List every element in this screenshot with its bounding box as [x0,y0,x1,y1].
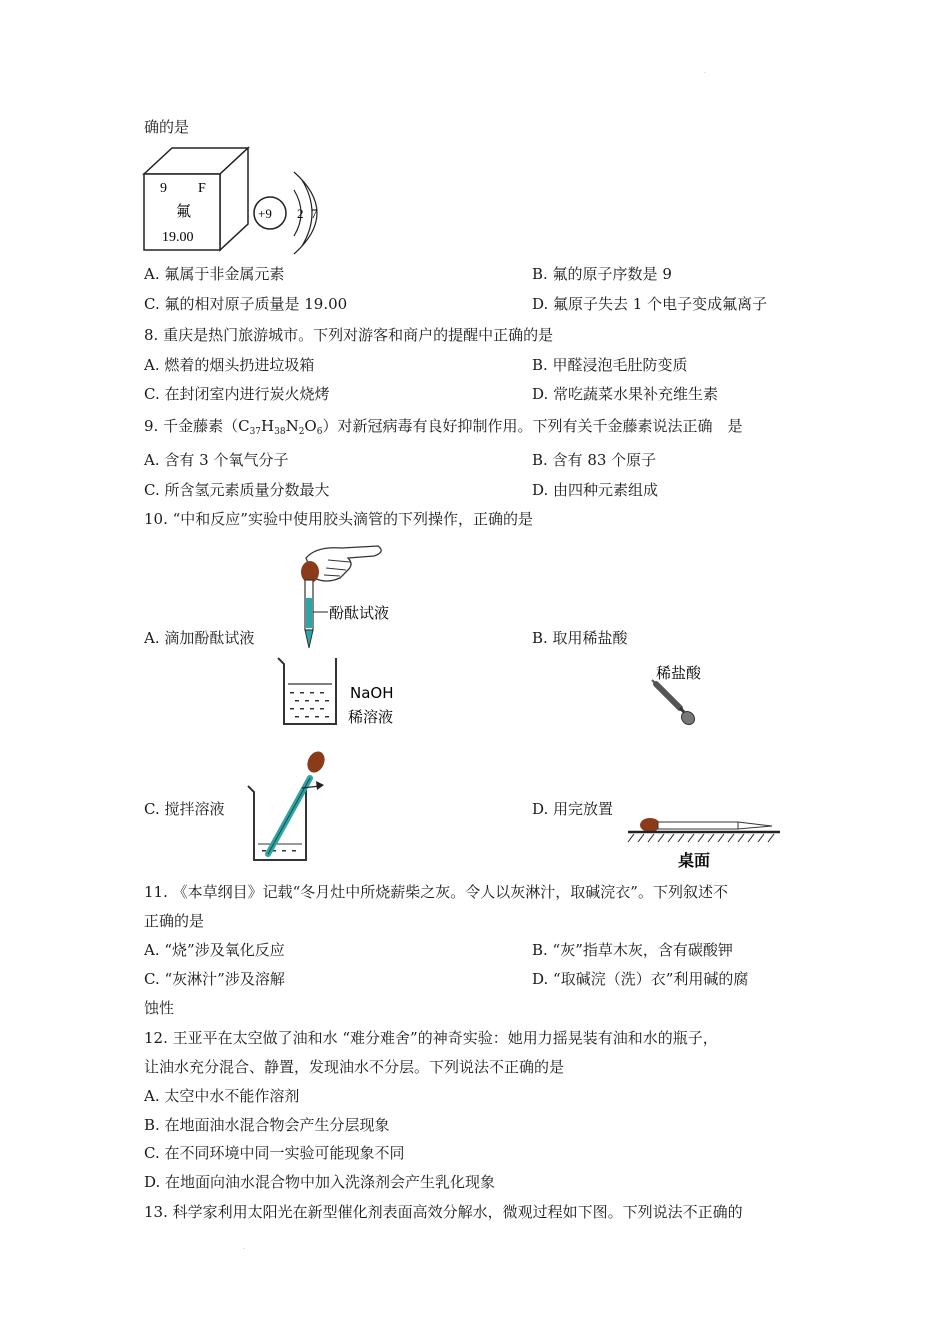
label-dilute-solution: 稀溶液 [348,708,394,726]
dropper-bulb-d [640,818,660,832]
nucleus-charge: +9 [258,206,272,221]
q9-option-b: B. 含有 83 个原子 [532,451,657,469]
q11-option-a: A. “烧”涉及氧化反应 [144,941,285,959]
q11-stem-line2: 正确的是 [144,912,205,930]
dropper-tube-d [658,822,738,829]
dropper-tube-b [656,684,680,708]
q8-stem: 8. 重庆是热门旅游城市。下列对游客和商户的提醒中正确的是 [144,326,554,344]
q9-option-a: A. 含有 3 个氧气分子 [144,451,289,469]
element-number: 9 [160,181,167,196]
q12-option-b: B. 在地面油水混合物会产生分层现象 [144,1116,390,1134]
element-symbol: F [198,181,206,196]
q12-option-a: A. 太空中水不能作溶剂 [144,1087,300,1105]
page-mark-bottom: . [243,1244,245,1251]
fluorine-element-card-figure [144,146,334,252]
q11-option-b: B. “灰”指草木灰，含有碳酸钾 [532,941,733,959]
dropper-bulb-c [304,749,328,776]
figure-d-on-table [626,812,786,872]
label-table: 桌面 [678,851,711,870]
q11-option-d: D. “取碱浣（洗）衣”利用碱的腐 [532,970,749,988]
q11-option-d-continued: 蚀性 [144,999,175,1017]
shell1-count: 2 [297,206,304,221]
q10-option-b: B. 取用稀盐酸 [532,629,628,647]
figure-a-dropping [270,542,410,730]
label-naoh: NaOH [350,684,394,702]
label-phenolphthalein: 酚酞试液 [329,604,390,622]
figure-b-taking-acid [640,660,730,732]
q7-option-b: B. 氟的原子序数是 9 [532,265,672,283]
q13-stem: 13. 科学家利用太阳光在新型催化剂表面高效分解水，微观过程如下图。下列说法不正确的 [144,1203,743,1221]
q7-option-c: C. 氟的相对原子质量是 19.00 [144,295,348,313]
q12-stem-line1: 12. 王亚平在太空做了油和水 “难分难舍”的神奇实验：她用力摇晃装有油和水的瓶子， [144,1029,718,1047]
q10-option-c: C. 搅拌溶液 [144,800,225,818]
q8-option-b: B. 甲醛浸泡毛肚防变质 [532,356,688,374]
shell2-count: 7 [311,206,318,221]
q12-option-d: D. 在地面向油水混合物中加入洗涤剂会产生乳化现象 [144,1173,496,1191]
q12-stem-line2: 让油水充分混合、静置，发现油水不分层。下列说法不正确的是 [144,1058,565,1076]
q9-option-c: C. 所含氢元素质量分数最大 [144,481,330,499]
q10-option-a: A. 滴加酚酞试液 [144,629,255,647]
element-name: 氟 [176,202,192,220]
label-hydrochloric-acid: 稀盐酸 [656,664,702,682]
q8-option-a: A. 燃着的烟头扔进垃圾箱 [144,356,315,374]
q10-stem: 10. “中和反应”实验中使用胶头滴管的下列操作，正确的是 [144,510,533,528]
q7-option-d: D. 氟原子失去 1 个电子变成氟离子 [532,295,768,313]
q11-stem-line1: 11. 《本草纲目》记载“冬月灶中所烧薪柴之灰。令人以灰淋汁，取碱浣衣”。下列叙述不 [144,883,728,901]
q12-option-c: C. 在不同环境中同一实验可能现象不同 [144,1144,405,1162]
figure-c-stirring [244,748,344,864]
q7-option-a: A. 氟属于非金属元素 [144,265,285,283]
q7-stem-tail: 确的是 [144,118,190,136]
beaker-a [278,658,336,724]
q8-option-c: C. 在封闭室内进行炭火烧烤 [144,385,330,403]
q8-option-d: D. 常吃蔬菜水果补充维生素 [532,385,719,403]
q9-stem: 9. 千金藤素$(C_{37}H_{38}N_2O_6)$对新冠病毒有良好抑制作用。下列有关千金藤素说法正确 是 [144,417,743,437]
q9-option-d: D. 由四种元素组成 [532,481,659,499]
q10-option-d: D. 用完放置 [532,800,614,818]
q11-option-c: C. “灰淋汁”涉及溶解 [144,970,285,988]
page-mark: . [704,68,706,75]
element-mass: 19.00 [162,230,194,245]
